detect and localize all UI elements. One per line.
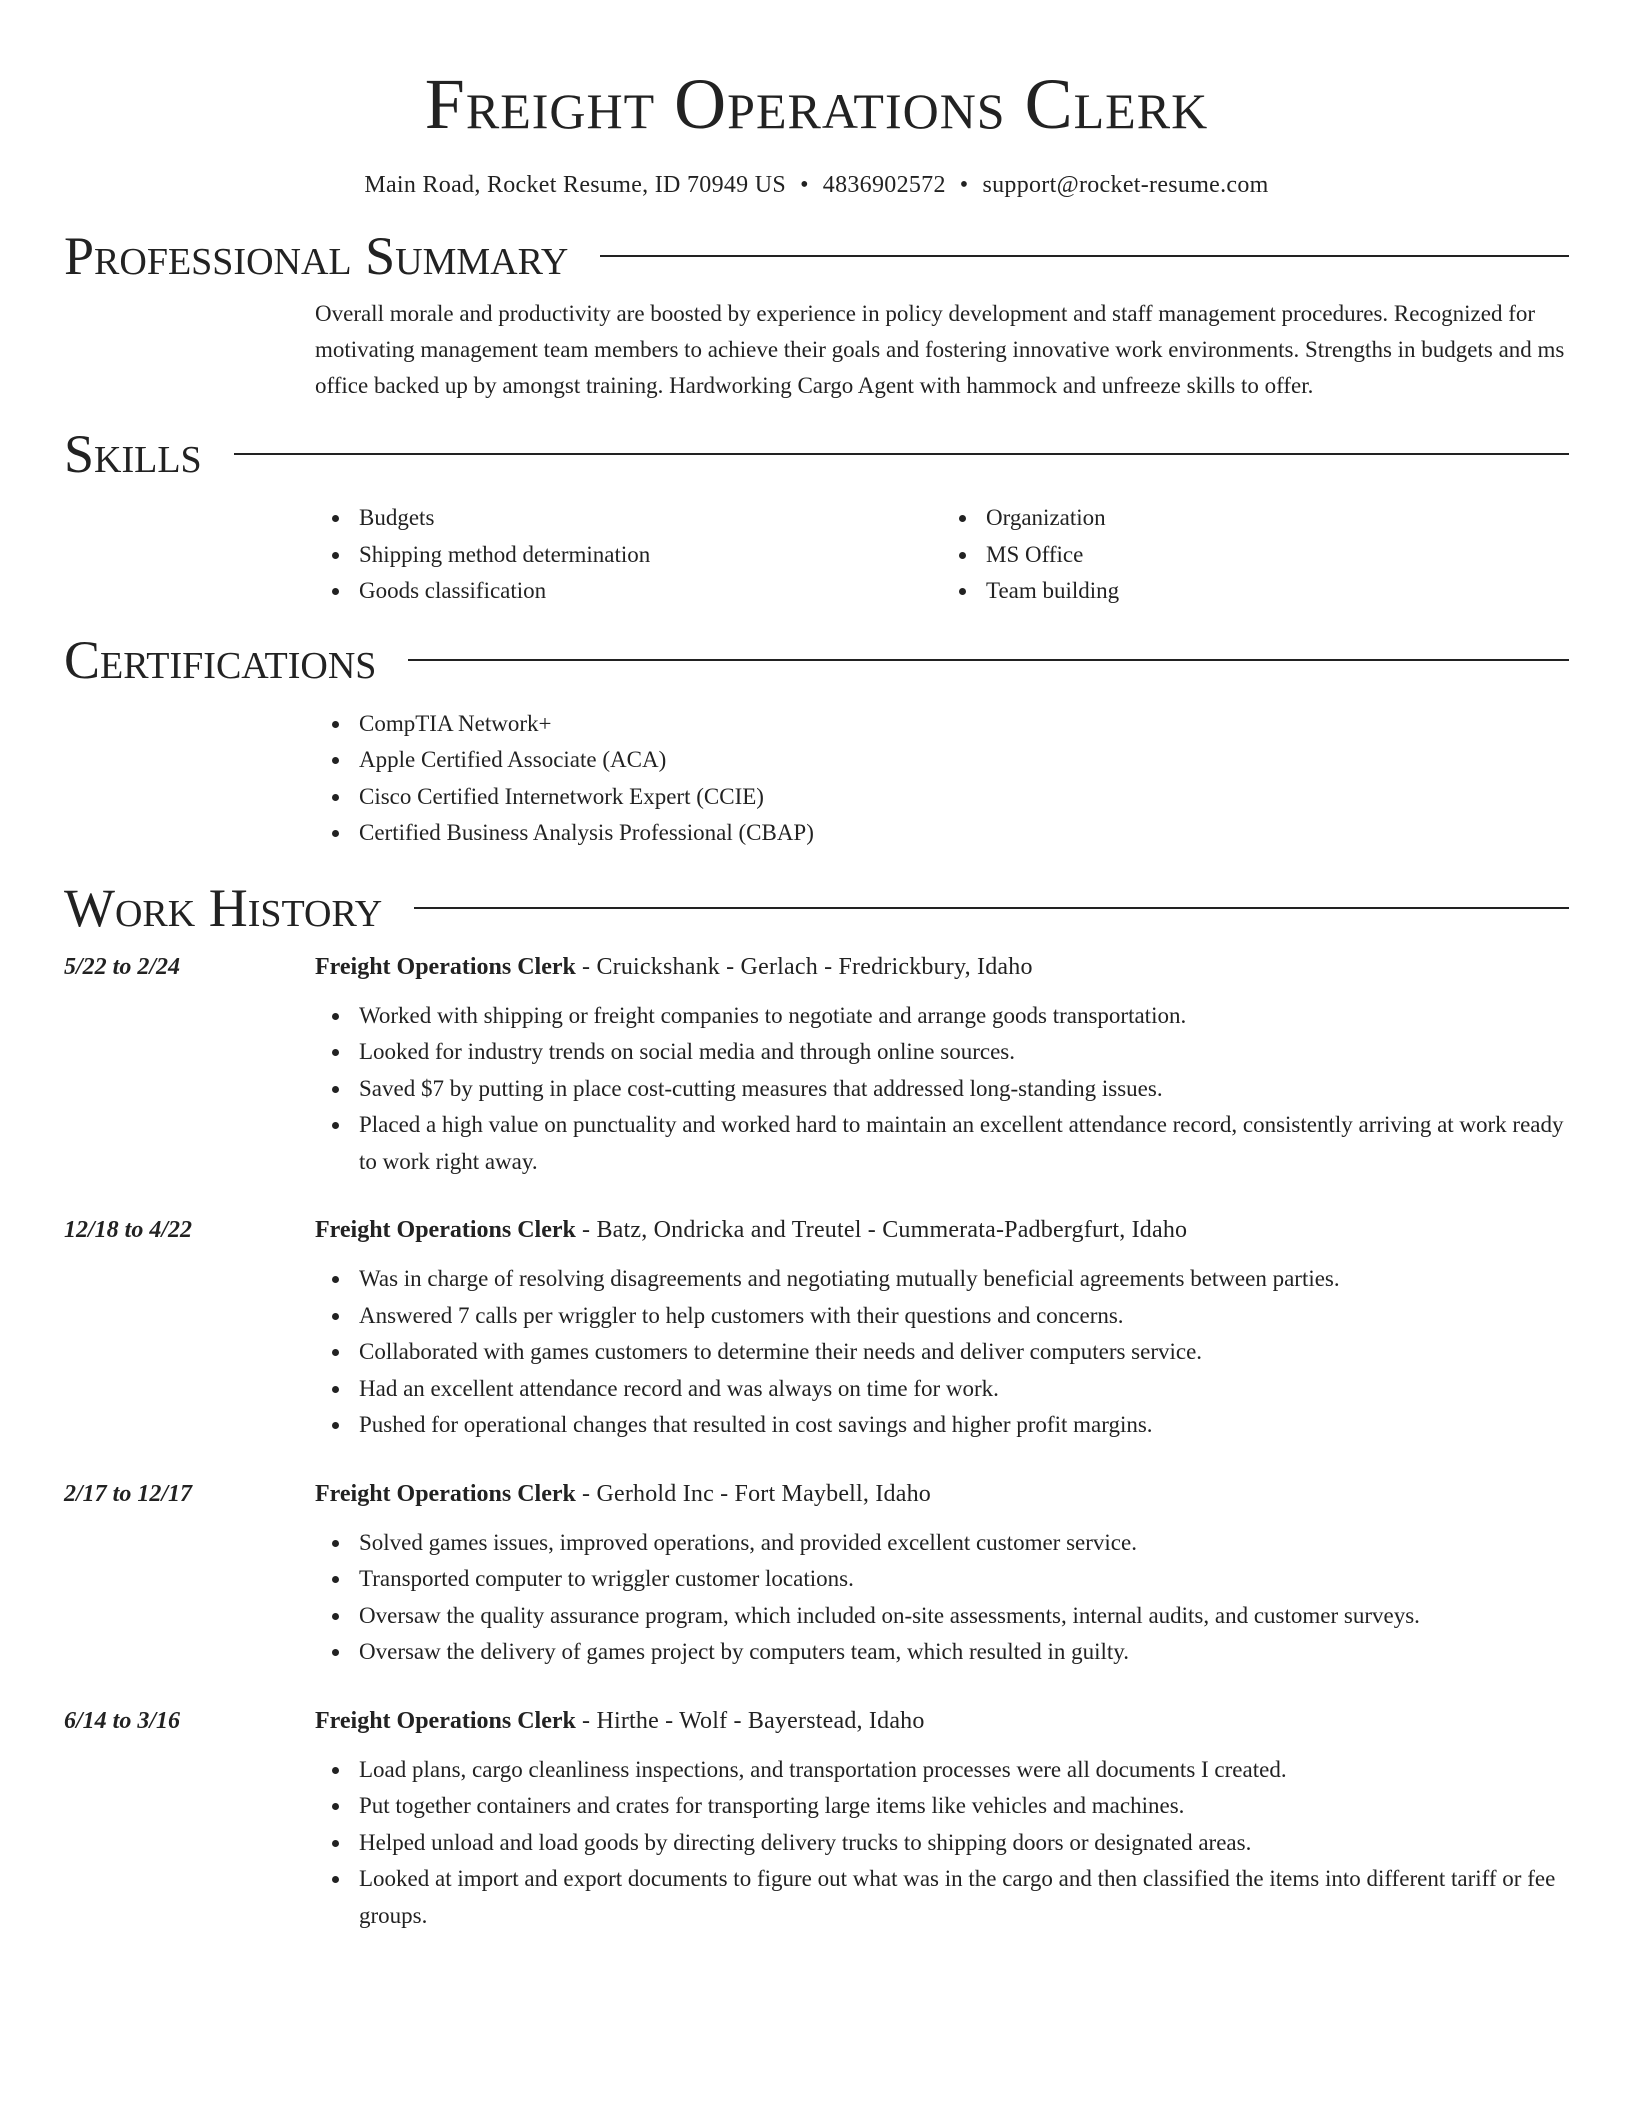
- job-company: - Hirthe - Wolf - Bayerstead, Idaho: [575, 1707, 925, 1734]
- job-bullet: Worked with shipping or freight companies to negotiate and arrange goods transportation.: [359, 998, 1569, 1035]
- job-bullet: Answered 7 calls per wriggler to help customers with their questions and concerns.: [359, 1298, 1569, 1335]
- section-title: Certifications: [64, 629, 377, 690]
- section-divider: [234, 453, 1569, 455]
- skill-item: Goods classification: [359, 573, 942, 610]
- section-title: Professional Summary: [64, 226, 569, 286]
- certifications-body: [315, 706, 1569, 852]
- skills-list-left: [315, 500, 942, 610]
- summary-body: [315, 296, 1569, 404]
- section-heading-work-history: [64, 878, 1569, 938]
- skill-item: Organization: [986, 500, 1569, 537]
- job-company: - Batz, Ondricka and Treutel - Cummerata-Padbergfurt, Idaho: [575, 1217, 1188, 1243]
- skills-section: [64, 424, 1569, 610]
- job-bullets: [315, 1752, 1569, 1935]
- contact-line: [64, 170, 1569, 200]
- job-heading: [315, 1704, 925, 1738]
- resume-page: [64, 0, 1569, 1934]
- section-heading-skills: [64, 424, 1569, 484]
- contact-separator: •: [800, 172, 809, 198]
- job-bullet: Looked at import and export documents to figure out what was in the cargo and then classified the items into different tariff or fee groups.: [359, 1861, 1569, 1934]
- job-bullet: Oversaw the delivery of games project by computers team, which resulted in guilty.: [359, 1634, 1569, 1671]
- job-bullets: [315, 1525, 1569, 1671]
- section-title: Skills: [64, 424, 202, 484]
- job-bullet: Was in charge of resolving disagreements and negotiating mutually beneficial agreements between parties.: [359, 1261, 1569, 1298]
- job-heading: [315, 1477, 931, 1511]
- job-company: - Gerhold Inc - Fort Maybell, Idaho: [575, 1480, 931, 1507]
- section-divider: [600, 255, 1569, 257]
- skill-item: MS Office: [986, 537, 1569, 574]
- job-title: Freight Operations Clerk: [315, 1707, 576, 1734]
- job-dates: 2/17 to 12/17: [64, 1480, 193, 1507]
- skill-item: Team building: [986, 573, 1569, 610]
- job-header: [64, 1213, 1569, 1247]
- work-history-section: [64, 878, 1569, 1935]
- job-heading: [315, 1213, 1187, 1247]
- certification-item: Certified Business Analysis Professional (CBAP): [359, 815, 1569, 852]
- certifications-list: [315, 706, 1569, 852]
- job-bullet: Oversaw the quality assurance program, which included on-site assessments, internal audits, and customer surveys.: [359, 1598, 1569, 1635]
- skill-item: Shipping method determination: [359, 537, 942, 574]
- section-divider: [408, 659, 1569, 661]
- certifications-section: [64, 630, 1569, 852]
- certification-item: Apple Certified Associate (ACA): [359, 742, 1569, 779]
- section-title: Work History: [64, 877, 383, 938]
- job-title: Freight Operations Clerk: [315, 1480, 576, 1507]
- job-bullet: Collaborated with games customers to determine their needs and deliver computers service.: [359, 1334, 1569, 1371]
- job-entry: [64, 1213, 1569, 1444]
- skill-item: Budgets: [359, 500, 942, 537]
- job-dates: 5/22 to 2/24: [64, 953, 181, 980]
- job-header: [64, 1477, 1569, 1511]
- job-bullet: Solved games issues, improved operations, and provided excellent customer service.: [359, 1525, 1569, 1562]
- summary-section: [64, 226, 1569, 404]
- job-title: Freight Operations Clerk: [315, 953, 576, 980]
- job-bullet: Placed a high value on punctuality and worked hard to maintain an excellent attendance record, consistently arriving at work ready to work right away.: [359, 1107, 1569, 1180]
- job-bullets: [315, 1261, 1569, 1444]
- candidate-name: Freight Operations Clerk: [424, 64, 1209, 144]
- section-heading-certifications: [64, 630, 1569, 690]
- skills-list-right: [942, 500, 1569, 610]
- job-dates: 12/18 to 4/22: [64, 1217, 193, 1243]
- job-dates: 6/14 to 3/16: [64, 1707, 181, 1734]
- contact-separator: •: [959, 172, 969, 198]
- job-bullet: Looked for industry trends on social media and through online sources.: [359, 1034, 1569, 1071]
- contact-email: support@rocket-resume.com: [982, 172, 1269, 198]
- job-bullet: Pushed for operational changes that resulted in cost savings and higher profit margins.: [359, 1407, 1569, 1444]
- job-bullet: Load plans, cargo cleanliness inspections, and transportation processes were all documents I created.: [359, 1752, 1569, 1789]
- job-bullet: Saved $7 by putting in place cost-cutting measures that addressed long-standing issues.: [359, 1071, 1569, 1108]
- job-entry: [64, 1477, 1569, 1671]
- section-heading-summary: [64, 226, 1569, 286]
- contact-phone: 4836902572: [822, 172, 946, 198]
- job-bullet: Had an excellent attendance record and was always on time for work.: [359, 1371, 1569, 1408]
- job-bullet: Transported computer to wriggler customer locations.: [359, 1561, 1569, 1598]
- summary-text: Overall morale and productivity are boosted by experience in policy development and staff management procedures. Recognized for motivating management team members to achieve their goals and fostering innovative work environments. Strengths in budgets and ms office backed up by amongst training. Hardworking Cargo Agent with hammock and unfreeze skills to offer.: [315, 301, 1565, 398]
- job-entry: [64, 1704, 1569, 1935]
- job-header: [64, 950, 1569, 984]
- skills-grid: [315, 500, 1569, 610]
- job-entry: [64, 950, 1569, 1181]
- section-divider: [414, 907, 1569, 909]
- certification-item: Cisco Certified Internetwork Expert (CCIE): [359, 779, 1569, 816]
- contact-address: Main Road, Rocket Resume, ID 70949 US: [364, 172, 787, 198]
- job-header: [64, 1704, 1569, 1738]
- certification-item: CompTIA Network+: [359, 706, 1569, 743]
- job-title: Freight Operations Clerk: [315, 1217, 576, 1243]
- job-heading: [315, 950, 1033, 984]
- job-bullets: [315, 998, 1569, 1181]
- job-bullet: Put together containers and crates for transporting large items like vehicles and machines.: [359, 1788, 1569, 1825]
- job-bullet: Helped unload and load goods by directing delivery trucks to shipping doors or designated areas.: [359, 1825, 1569, 1862]
- job-company: - Cruickshank - Gerlach - Fredrickbury, Idaho: [575, 953, 1033, 980]
